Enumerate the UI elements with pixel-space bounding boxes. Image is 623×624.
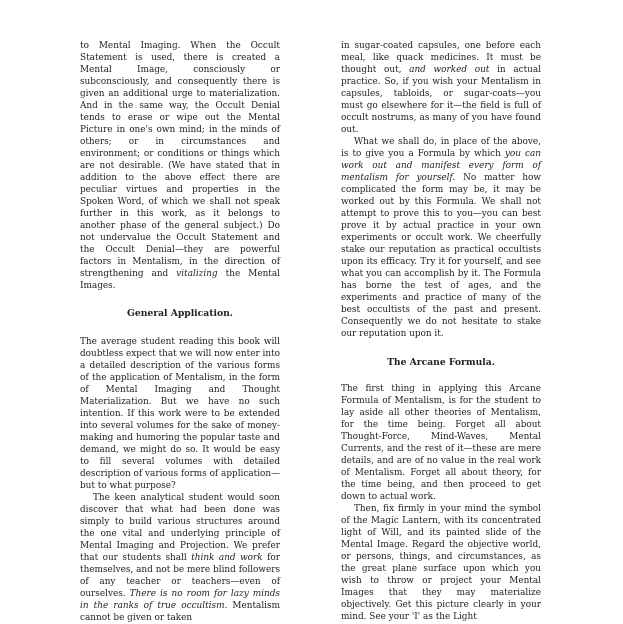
paragraph: The first thing in applying this Arcane Formula of Mentalism, is for the student to lay aside all other theories of Mentalism, for the time being. Forget all about Thought-Force, Mind-Waves, Mental Currents, and the rest of it—these are mere details, and are of no value in the real work of Mentalism. Forget all about theory, for the time being, and then proceed to get down to actual work.	[341, 384, 541, 502]
italic-text: and worked out	[409, 65, 490, 75]
text-run: to Mental Imaging. When the Occult Statement is used, there is created a Mental Image, consciously or subconsciously, and consequently there is given an additional urge to materialization. And in the same way, the Occult Denial tends to erase or wipe out the Mental Picture in one's own mind; in the minds of others; or in circumstances and environment; or conditions or things which are not desirable. (We have stated that in addition to the above effect there are peculiar virtues and properties in the Spoken Word, of which we shall not speak further in this work, as it belongs to another phase of the general subject.) Do not undervalue the Occult Statement and the Occult Denial—they are powerful factors in Mentalism, in the direction of strengthening and	[80, 41, 280, 279]
italic-text: There is no room for lazy minds in the ranks of true occultism.	[80, 589, 280, 611]
left-column	[80, 40, 280, 624]
text-run: in sugar-coated capsules, one before each meal, like quack medicines. It must be thought out,	[341, 41, 541, 75]
text-run: for themselves, and not be mere blind followers of any teacher or teachers—even of ourselves.	[80, 553, 281, 599]
text-run: What we shall do, in place of the above, is to give you a Formula by which	[341, 137, 541, 159]
section-heading: The Arcane Formula.	[387, 357, 495, 368]
paragraph: The average student reading this book will doubtless expect that we will now enter into a detailed description of the various forms of the application of Mentalism, in the form of Mental Imaging and Thought Materialization. But we have no such intention. If this work were to be extended into several volumes for the sake of money-making and humoring the popular taste and demand, we might do so. It would be easy to fill several volumes with detailed description of various forms of application—but to what purpose?	[80, 337, 280, 491]
text-run: the Mental Images.	[80, 269, 280, 291]
paragraph	[341, 136, 541, 340]
italic-text: think and work	[191, 553, 263, 563]
italic-text: you can work out and manifest every form of mentalism for yourself.	[341, 149, 542, 183]
right-column	[341, 40, 541, 623]
paragraph: Then, fix firmly in your mind the symbol of the Magic Lantern, with its concentrated light of Will, and its painted slide of the Mental Image. Regard the objective world, or persons, things, and circumstances, as the great plane surface upon which you wish to throw or project your Mental Images that they may materialize objectively. Get this picture clearly in your mind. See your 'I' as the Light	[341, 504, 541, 622]
paragraph	[341, 40, 541, 136]
text-run: Mentalism cannot be given or taken	[80, 601, 280, 623]
italic-text: vitalizing	[176, 269, 218, 279]
paragraph	[80, 40, 280, 292]
paragraph	[80, 492, 280, 624]
text-run: in actual practice. So, if you wish your Mentalism in capsules, tabloids, or sugar-coats—you must go elsewhere for it—the field is full of occult nostrums, as many of you have found out.	[341, 65, 542, 135]
text-run: No matter how complicated the form may be, it may be worked out by this Formula. We shall not attempt to prove this to you—you can best prove it by actual practice in your own experiments or occult work. We cheerfully stake our reputation as practical occultists upon its efficacy. Try it for yourself, and see what you can accomplish by it. The Formula has borne the test of ages, and the experiments and practice of many of the best occultists of the past and present. Consequently we do not hesitate to stake our reputation upon it.	[341, 173, 541, 339]
text-run: The keen analytical student would soon discover that what had been done was simply to build various structures around the one vital and underlying principle of Mental Imaging and Projection. We prefer that our students shall	[80, 493, 280, 563]
section-heading: General Application.	[127, 308, 233, 319]
